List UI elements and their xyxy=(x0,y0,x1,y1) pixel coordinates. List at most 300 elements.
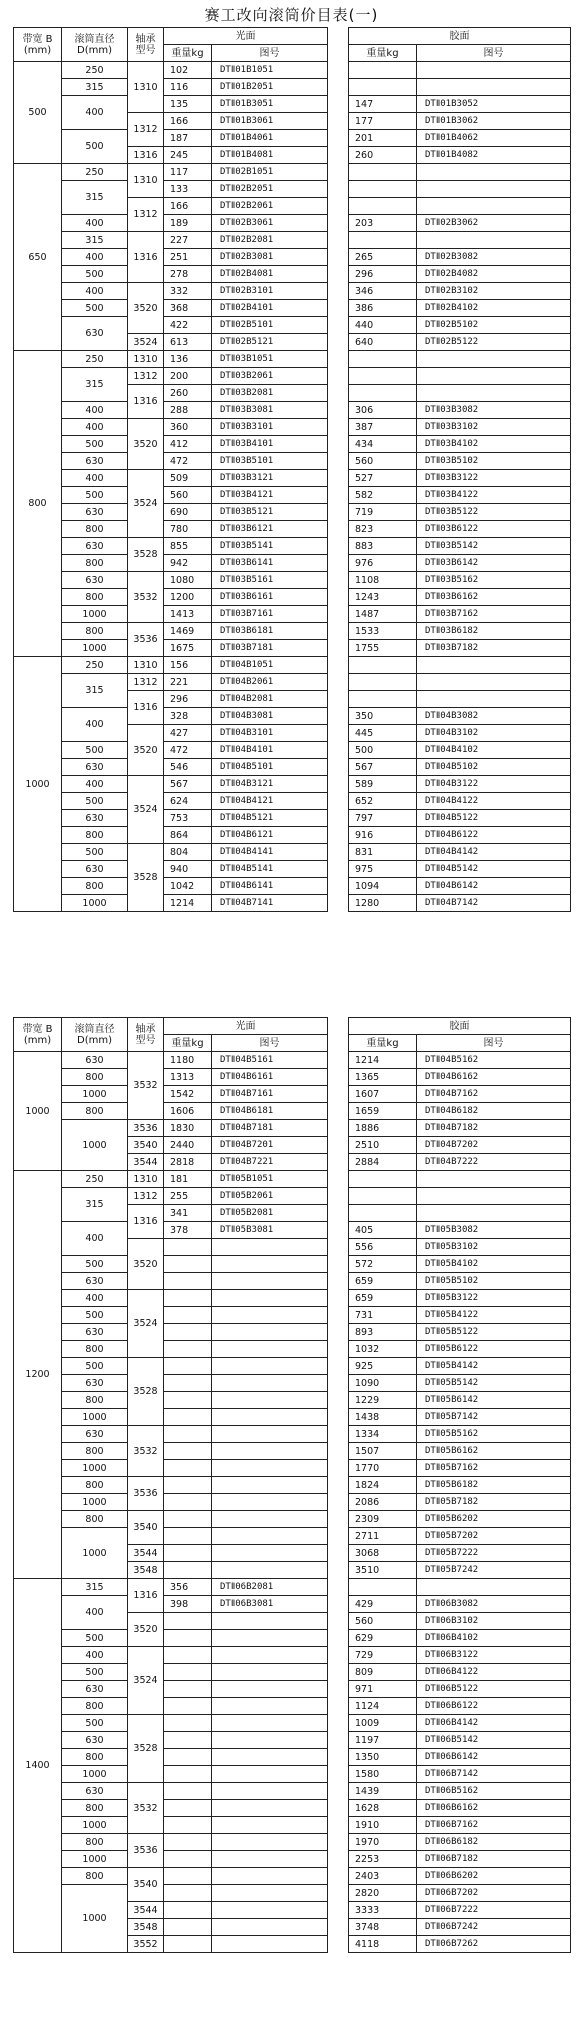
rubber-drawing-cell: DTⅡ06B3102 xyxy=(417,1613,571,1630)
drum-diameter-cell: 1000 xyxy=(62,1120,128,1171)
rubber-drawing-cell xyxy=(417,691,571,708)
rubber-drawing-cell: DTⅡ03B5162 xyxy=(417,572,571,589)
rubber-drawing-cell xyxy=(417,1171,571,1188)
smooth-weight-cell: 187 xyxy=(164,130,212,147)
rubber-drawing-cell: DTⅡ05B7242 xyxy=(417,1562,571,1579)
column-gap xyxy=(328,674,349,691)
rubber-drawing-cell xyxy=(417,79,571,96)
rubber-drawing-cell: DTⅡ04B3102 xyxy=(417,725,571,742)
column-gap xyxy=(328,249,349,266)
table-row xyxy=(14,1834,571,1851)
smooth-drawing-cell: DTⅡ01B3061 xyxy=(212,113,328,130)
smooth-weight-cell: 1606 xyxy=(164,1103,212,1120)
header-bearing-label: 轴承 xyxy=(135,33,156,45)
rubber-drawing-cell: DTⅡ04B7142 xyxy=(417,895,571,912)
rubber-drawing-cell xyxy=(417,368,571,385)
rubber-drawing-cell: DTⅡ04B4122 xyxy=(417,793,571,810)
rubber-weight-cell: 916 xyxy=(349,827,417,844)
smooth-drawing-cell: DTⅡ02B3081 xyxy=(212,249,328,266)
column-gap xyxy=(328,368,349,385)
smooth-weight-cell: 398 xyxy=(164,1596,212,1613)
column-gap xyxy=(328,351,349,368)
column-gap xyxy=(328,1851,349,1868)
table-row xyxy=(14,708,571,725)
smooth-weight-cell: 624 xyxy=(164,793,212,810)
smooth-drawing-cell: DTⅡ03B4121 xyxy=(212,487,328,504)
smooth-drawing-cell: DTⅡ04B3081 xyxy=(212,708,328,725)
rubber-drawing-cell: DTⅡ03B3082 xyxy=(417,402,571,419)
bearing-model-cell: 1316 xyxy=(128,232,164,283)
table-row xyxy=(14,1596,571,1613)
rubber-weight-cell: 1280 xyxy=(349,895,417,912)
smooth-weight-cell: 117 xyxy=(164,164,212,181)
smooth-weight-cell xyxy=(164,1528,212,1545)
smooth-drawing-cell xyxy=(212,1732,328,1749)
smooth-weight-cell: 509 xyxy=(164,470,212,487)
rubber-drawing-cell: DTⅡ06B7242 xyxy=(417,1919,571,1936)
header-rubber-drawing: 图号 xyxy=(417,45,571,62)
smooth-drawing-cell xyxy=(212,1664,328,1681)
column-gap xyxy=(328,113,349,130)
smooth-drawing-cell xyxy=(212,1936,328,1953)
rubber-weight-cell: 823 xyxy=(349,521,417,538)
smooth-weight-cell xyxy=(164,1698,212,1715)
rubber-drawing-cell: DTⅡ03B6142 xyxy=(417,555,571,572)
rubber-weight-cell: 527 xyxy=(349,470,417,487)
column-gap xyxy=(328,130,349,147)
smooth-weight-cell: 864 xyxy=(164,827,212,844)
header-belt-unit: (mm) xyxy=(23,1034,52,1046)
rubber-drawing-cell: DTⅡ06B5162 xyxy=(417,1783,571,1800)
rubber-drawing-cell: DTⅡ06B7222 xyxy=(417,1902,571,1919)
rubber-weight-cell: 1090 xyxy=(349,1375,417,1392)
smooth-weight-cell: 156 xyxy=(164,657,212,674)
smooth-drawing-cell xyxy=(212,1681,328,1698)
drum-diameter-cell: 500 xyxy=(62,1358,128,1375)
smooth-weight-cell: 356 xyxy=(164,1579,212,1596)
belt-width-cell: 1000 xyxy=(14,1052,62,1171)
drum-diameter-cell: 1000 xyxy=(62,1817,128,1834)
smooth-weight-cell: 200 xyxy=(164,368,212,385)
bearing-model-cell: 3520 xyxy=(128,1239,164,1290)
rubber-drawing-cell: DTⅡ03B6122 xyxy=(417,521,571,538)
rubber-drawing-cell xyxy=(417,62,571,79)
drum-diameter-cell: 400 xyxy=(62,215,128,232)
drum-diameter-cell: 630 xyxy=(62,1681,128,1698)
smooth-weight-cell xyxy=(164,1358,212,1375)
smooth-drawing-cell xyxy=(212,1715,328,1732)
drum-diameter-cell: 315 xyxy=(62,79,128,96)
smooth-drawing-cell: DTⅡ03B6161 xyxy=(212,589,328,606)
smooth-weight-cell: 546 xyxy=(164,759,212,776)
smooth-drawing-cell: DTⅡ03B3081 xyxy=(212,402,328,419)
drum-diameter-cell: 500 xyxy=(62,1307,128,1324)
rubber-drawing-cell: DTⅡ04B6162 xyxy=(417,1069,571,1086)
rubber-weight-cell: 971 xyxy=(349,1681,417,1698)
column-gap xyxy=(328,895,349,912)
rubber-weight-cell: 387 xyxy=(349,419,417,436)
column-gap xyxy=(328,776,349,793)
table-row xyxy=(14,1511,571,1528)
column-gap xyxy=(328,1086,349,1103)
column-gap xyxy=(328,1188,349,1205)
drum-diameter-cell: 800 xyxy=(62,1443,128,1460)
rubber-drawing-cell: DTⅡ01B4082 xyxy=(417,147,571,164)
table-row xyxy=(14,419,571,436)
header-drum-unit: D(mm) xyxy=(77,44,112,56)
smooth-weight-cell: 1675 xyxy=(164,640,212,657)
rubber-drawing-cell: DTⅡ05B6162 xyxy=(417,1443,571,1460)
rubber-weight-cell xyxy=(349,232,417,249)
column-gap xyxy=(328,1902,349,1919)
smooth-weight-cell xyxy=(164,1766,212,1783)
drum-diameter-cell: 630 xyxy=(62,1732,128,1749)
drum-diameter-cell: 250 xyxy=(62,62,128,79)
drum-diameter-cell: 800 xyxy=(62,1341,128,1358)
bearing-model-cell: 3536 xyxy=(128,1834,164,1868)
column-gap xyxy=(328,470,349,487)
rubber-weight-cell: 582 xyxy=(349,487,417,504)
smooth-weight-cell xyxy=(164,1834,212,1851)
column-gap xyxy=(328,1341,349,1358)
table-row xyxy=(14,368,571,385)
smooth-drawing-cell xyxy=(212,1460,328,1477)
rubber-weight-cell: 2253 xyxy=(349,1851,417,1868)
rubber-drawing-cell: DTⅡ04B7222 xyxy=(417,1154,571,1171)
column-gap xyxy=(328,1630,349,1647)
table-row xyxy=(14,1120,571,1137)
smooth-drawing-cell: DTⅡ03B6181 xyxy=(212,623,328,640)
table-row xyxy=(14,861,571,878)
drum-diameter-cell: 630 xyxy=(62,810,128,827)
table-row xyxy=(14,1800,571,1817)
rubber-drawing-cell: DTⅡ05B7182 xyxy=(417,1494,571,1511)
rubber-weight-cell: 1438 xyxy=(349,1409,417,1426)
rubber-drawing-cell: DTⅡ06B6122 xyxy=(417,1698,571,1715)
bearing-model-cell: 3536 xyxy=(128,623,164,657)
smooth-weight-cell: 288 xyxy=(164,402,212,419)
drum-diameter-cell: 630 xyxy=(62,1052,128,1069)
table-row xyxy=(14,895,571,912)
column-gap xyxy=(328,266,349,283)
smooth-weight-cell: 116 xyxy=(164,79,212,96)
rubber-weight-cell: 3748 xyxy=(349,1919,417,1936)
header-smooth: 光面 xyxy=(164,28,328,45)
drum-diameter-cell: 1000 xyxy=(62,1460,128,1477)
table-row xyxy=(14,1103,571,1120)
smooth-weight-cell: 804 xyxy=(164,844,212,861)
drum-diameter-cell: 400 xyxy=(62,1222,128,1256)
header-smooth-weight: 重量kg xyxy=(164,1035,212,1052)
header-belt-label: 带宽 B xyxy=(22,33,53,45)
rubber-weight-cell: 296 xyxy=(349,266,417,283)
table-row xyxy=(14,1681,571,1698)
table-row xyxy=(14,487,571,504)
bearing-model-cell: 1310 xyxy=(128,62,164,113)
rubber-drawing-cell: DTⅡ05B3122 xyxy=(417,1290,571,1307)
drum-diameter-cell: 630 xyxy=(62,1324,128,1341)
column-gap xyxy=(328,1545,349,1562)
rubber-drawing-cell: DTⅡ05B6202 xyxy=(417,1511,571,1528)
smooth-weight-cell: 855 xyxy=(164,538,212,555)
smooth-weight-cell: 181 xyxy=(164,1171,212,1188)
belt-width-cell: 650 xyxy=(14,164,62,351)
header-bearing-label: 轴承 xyxy=(135,1023,156,1035)
table-row xyxy=(14,1188,571,1205)
rubber-weight-cell: 306 xyxy=(349,402,417,419)
table-body-1 xyxy=(14,62,571,912)
rubber-weight-cell: 925 xyxy=(349,1358,417,1375)
rubber-weight-cell: 203 xyxy=(349,215,417,232)
header-bearing-label-2: 型号 xyxy=(135,1034,156,1046)
column-gap xyxy=(328,1494,349,1511)
column-gap xyxy=(328,198,349,215)
column-gap xyxy=(328,300,349,317)
column-gap xyxy=(328,283,349,300)
table-row xyxy=(14,1885,571,1902)
column-gap xyxy=(328,827,349,844)
bearing-model-cell: 3544 xyxy=(128,1154,164,1171)
smooth-drawing-cell: DTⅡ04B7161 xyxy=(212,1086,328,1103)
table-row xyxy=(14,317,571,334)
smooth-drawing-cell: DTⅡ01B1051 xyxy=(212,62,328,79)
smooth-weight-cell: 1313 xyxy=(164,1069,212,1086)
smooth-drawing-cell: DTⅡ04B7201 xyxy=(212,1137,328,1154)
drum-diameter-cell: 315 xyxy=(62,1188,128,1222)
smooth-weight-cell xyxy=(164,1494,212,1511)
column-gap xyxy=(328,385,349,402)
smooth-drawing-cell: DTⅡ04B6161 xyxy=(212,1069,328,1086)
rubber-drawing-cell: DTⅡ06B6182 xyxy=(417,1834,571,1851)
rubber-weight-cell: 659 xyxy=(349,1290,417,1307)
smooth-drawing-cell: DTⅡ05B1051 xyxy=(212,1171,328,1188)
smooth-weight-cell: 260 xyxy=(164,385,212,402)
smooth-drawing-cell xyxy=(212,1290,328,1307)
column-gap xyxy=(328,1749,349,1766)
bearing-model-cell: 3524 xyxy=(128,334,164,351)
rubber-weight-cell: 1910 xyxy=(349,1817,417,1834)
column-gap xyxy=(328,538,349,555)
bearing-model-cell: 3540 xyxy=(128,1511,164,1545)
column-gap xyxy=(328,1698,349,1715)
table-row xyxy=(14,1273,571,1290)
rubber-drawing-cell: DTⅡ05B6182 xyxy=(417,1477,571,1494)
column-gap xyxy=(328,453,349,470)
column-gap xyxy=(328,232,349,249)
bearing-model-cell: 3528 xyxy=(128,844,164,912)
smooth-weight-cell: 378 xyxy=(164,1222,212,1239)
smooth-drawing-cell: DTⅡ04B4101 xyxy=(212,742,328,759)
rubber-drawing-cell: DTⅡ06B5142 xyxy=(417,1732,571,1749)
drum-diameter-cell: 630 xyxy=(62,1426,128,1443)
smooth-weight-cell: 1469 xyxy=(164,623,212,640)
drum-diameter-cell: 630 xyxy=(62,861,128,878)
header-drum-diameter xyxy=(62,1018,128,1052)
rubber-weight-cell: 809 xyxy=(349,1664,417,1681)
smooth-weight-cell xyxy=(164,1885,212,1902)
bearing-model-cell: 3524 xyxy=(128,776,164,844)
rubber-drawing-cell: DTⅡ03B5142 xyxy=(417,538,571,555)
rubber-weight-cell: 1886 xyxy=(349,1120,417,1137)
drum-diameter-cell: 500 xyxy=(62,130,128,164)
rubber-drawing-cell xyxy=(417,198,571,215)
rubber-weight-cell: 500 xyxy=(349,742,417,759)
table-row xyxy=(14,266,571,283)
bearing-model-cell: 1312 xyxy=(128,674,164,691)
belt-width-cell: 500 xyxy=(14,62,62,164)
rubber-weight-cell: 2086 xyxy=(349,1494,417,1511)
column-gap xyxy=(328,1511,349,1528)
smooth-weight-cell xyxy=(164,1256,212,1273)
bearing-model-cell: 1310 xyxy=(128,1171,164,1188)
bearing-model-cell: 3552 xyxy=(128,1936,164,1953)
rubber-drawing-cell: DTⅡ03B3122 xyxy=(417,470,571,487)
column-gap xyxy=(328,1664,349,1681)
smooth-weight-cell xyxy=(164,1273,212,1290)
table-row xyxy=(14,1069,571,1086)
table-row xyxy=(14,1783,571,1800)
smooth-drawing-cell: DTⅡ03B7161 xyxy=(212,606,328,623)
rubber-drawing-cell: DTⅡ04B5142 xyxy=(417,861,571,878)
column-gap xyxy=(328,555,349,572)
smooth-drawing-cell: DTⅡ04B2081 xyxy=(212,691,328,708)
rubber-drawing-cell: DTⅡ02B5122 xyxy=(417,334,571,351)
rubber-weight-cell: 797 xyxy=(349,810,417,827)
table-row xyxy=(14,436,571,453)
column-gap xyxy=(328,1154,349,1171)
rubber-drawing-cell: DTⅡ05B7162 xyxy=(417,1460,571,1477)
rubber-drawing-cell xyxy=(417,385,571,402)
smooth-drawing-cell xyxy=(212,1494,328,1511)
rubber-weight-cell: 976 xyxy=(349,555,417,572)
rubber-weight-cell: 1487 xyxy=(349,606,417,623)
rubber-drawing-cell: DTⅡ03B4122 xyxy=(417,487,571,504)
smooth-drawing-cell: DTⅡ03B3101 xyxy=(212,419,328,436)
rubber-drawing-cell xyxy=(417,181,571,198)
smooth-drawing-cell: DTⅡ04B7141 xyxy=(212,895,328,912)
smooth-drawing-cell: DTⅡ04B3121 xyxy=(212,776,328,793)
smooth-drawing-cell: DTⅡ04B5141 xyxy=(212,861,328,878)
rubber-weight-cell: 1607 xyxy=(349,1086,417,1103)
smooth-weight-cell xyxy=(164,1647,212,1664)
drum-diameter-cell: 800 xyxy=(62,1800,128,1817)
smooth-weight-cell: 332 xyxy=(164,283,212,300)
table-row xyxy=(14,1426,571,1443)
rubber-weight-cell: 1365 xyxy=(349,1069,417,1086)
table-row xyxy=(14,249,571,266)
rubber-weight-cell: 350 xyxy=(349,708,417,725)
table-row xyxy=(14,453,571,470)
smooth-drawing-cell xyxy=(212,1443,328,1460)
column-gap xyxy=(328,28,349,62)
bearing-model-cell: 3524 xyxy=(128,1290,164,1358)
smooth-drawing-cell: DTⅡ02B5101 xyxy=(212,317,328,334)
column-gap xyxy=(328,487,349,504)
rubber-drawing-cell: DTⅡ05B5162 xyxy=(417,1426,571,1443)
column-gap xyxy=(328,1256,349,1273)
rubber-drawing-cell: DTⅡ04B7202 xyxy=(417,1137,571,1154)
smooth-drawing-cell: DTⅡ04B7221 xyxy=(212,1154,328,1171)
smooth-drawing-cell xyxy=(212,1511,328,1528)
header-rubber: 胶面 xyxy=(349,28,571,45)
table-row xyxy=(14,79,571,96)
rubber-weight-cell: 640 xyxy=(349,334,417,351)
column-gap xyxy=(328,725,349,742)
column-gap xyxy=(328,1868,349,1885)
smooth-weight-cell: 245 xyxy=(164,147,212,164)
column-gap xyxy=(328,1834,349,1851)
rubber-drawing-cell: DTⅡ03B6182 xyxy=(417,623,571,640)
rubber-drawing-cell xyxy=(417,1205,571,1222)
rubber-drawing-cell: DTⅡ01B3052 xyxy=(417,96,571,113)
bearing-model-cell: 3536 xyxy=(128,1120,164,1137)
smooth-drawing-cell xyxy=(212,1528,328,1545)
smooth-drawing-cell: DTⅡ03B5161 xyxy=(212,572,328,589)
smooth-weight-cell: 341 xyxy=(164,1205,212,1222)
bearing-model-cell: 1316 xyxy=(128,385,164,419)
smooth-drawing-cell xyxy=(212,1375,328,1392)
table-row xyxy=(14,504,571,521)
smooth-drawing-cell xyxy=(212,1562,328,1579)
smooth-drawing-cell: DTⅡ03B6121 xyxy=(212,521,328,538)
bearing-model-cell: 1312 xyxy=(128,1188,164,1205)
column-gap xyxy=(328,1222,349,1239)
table-row xyxy=(14,606,571,623)
drum-diameter-cell: 500 xyxy=(62,793,128,810)
rubber-weight-cell xyxy=(349,674,417,691)
smooth-weight-cell xyxy=(164,1239,212,1256)
table-row xyxy=(14,555,571,572)
table-row xyxy=(14,759,571,776)
rubber-drawing-cell: DTⅡ04B3122 xyxy=(417,776,571,793)
rubber-drawing-cell: DTⅡ06B4102 xyxy=(417,1630,571,1647)
column-gap xyxy=(328,1392,349,1409)
rubber-drawing-cell xyxy=(417,1579,571,1596)
smooth-weight-cell: 1830 xyxy=(164,1120,212,1137)
column-gap xyxy=(328,1885,349,1902)
smooth-drawing-cell xyxy=(212,1902,328,1919)
smooth-weight-cell xyxy=(164,1681,212,1698)
smooth-weight-cell: 135 xyxy=(164,96,212,113)
column-gap xyxy=(328,1528,349,1545)
table-row xyxy=(14,1443,571,1460)
column-gap xyxy=(328,62,349,79)
table-row xyxy=(14,1851,571,1868)
column-gap xyxy=(328,1018,349,1052)
drum-diameter-cell: 800 xyxy=(62,878,128,895)
rubber-drawing-cell: DTⅡ05B5142 xyxy=(417,1375,571,1392)
smooth-drawing-cell xyxy=(212,1341,328,1358)
smooth-weight-cell xyxy=(164,1613,212,1630)
column-gap xyxy=(328,1052,349,1069)
rubber-weight-cell: 445 xyxy=(349,725,417,742)
rubber-weight-cell: 346 xyxy=(349,283,417,300)
header-bearing xyxy=(128,28,164,62)
column-gap xyxy=(328,164,349,181)
table-row xyxy=(14,1341,571,1358)
column-gap xyxy=(328,1409,349,1426)
rubber-drawing-cell xyxy=(417,674,571,691)
table-row xyxy=(14,1358,571,1375)
rubber-weight-cell: 1032 xyxy=(349,1341,417,1358)
column-gap xyxy=(328,691,349,708)
column-gap xyxy=(328,1273,349,1290)
smooth-weight-cell xyxy=(164,1511,212,1528)
smooth-weight-cell xyxy=(164,1664,212,1681)
header-rubber: 胶面 xyxy=(349,1018,571,1035)
rubber-drawing-cell: DTⅡ06B7162 xyxy=(417,1817,571,1834)
table-row xyxy=(14,1715,571,1732)
